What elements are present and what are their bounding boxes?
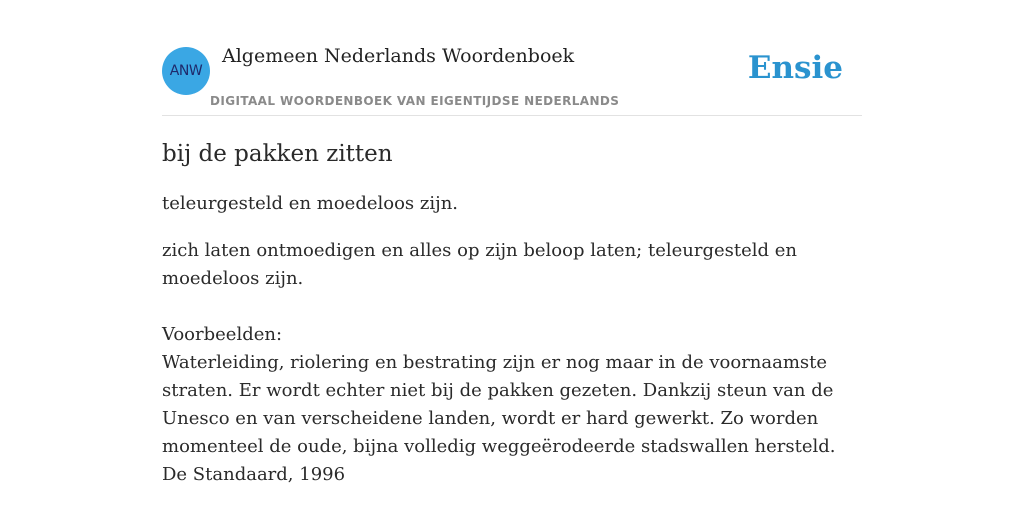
entry-term: bij de pakken zitten — [162, 141, 393, 167]
examples-label: Voorbeelden: — [162, 324, 283, 345]
site-subtitle: DIGITAAL WOORDENBOEK VAN EIGENTIJDSE NEDERLANDS — [210, 94, 620, 108]
anw-logo[interactable]: ANW — [162, 47, 210, 95]
example-text: Waterleiding, riolering en bestrating zijn er nog maar in de voornaamste straten. Er wordt echter niet bij de pakken gezeten. Dankzij steun van de Unesco en van verscheidene landen, wordt er hard gewerkt. Zo worden momenteel de oude, bijna volledig weggeërodeerde stadswallen hersteld. — [162, 352, 836, 457]
short-definition: teleurgesteld en moedeloos zijn. — [162, 193, 459, 214]
example-source: De Standaard, 1996 — [162, 464, 346, 485]
ensie-brand-link[interactable]: Ensie — [747, 50, 843, 86]
long-definition: zich laten ontmoedigen en alles op zijn beloop laten; teleurgesteld en moedeloos zijn. — [162, 240, 797, 289]
site-title[interactable]: Algemeen Nederlands Woordenboek — [222, 45, 575, 67]
entry-content — [162, 138, 862, 489]
header-divider — [162, 115, 862, 116]
